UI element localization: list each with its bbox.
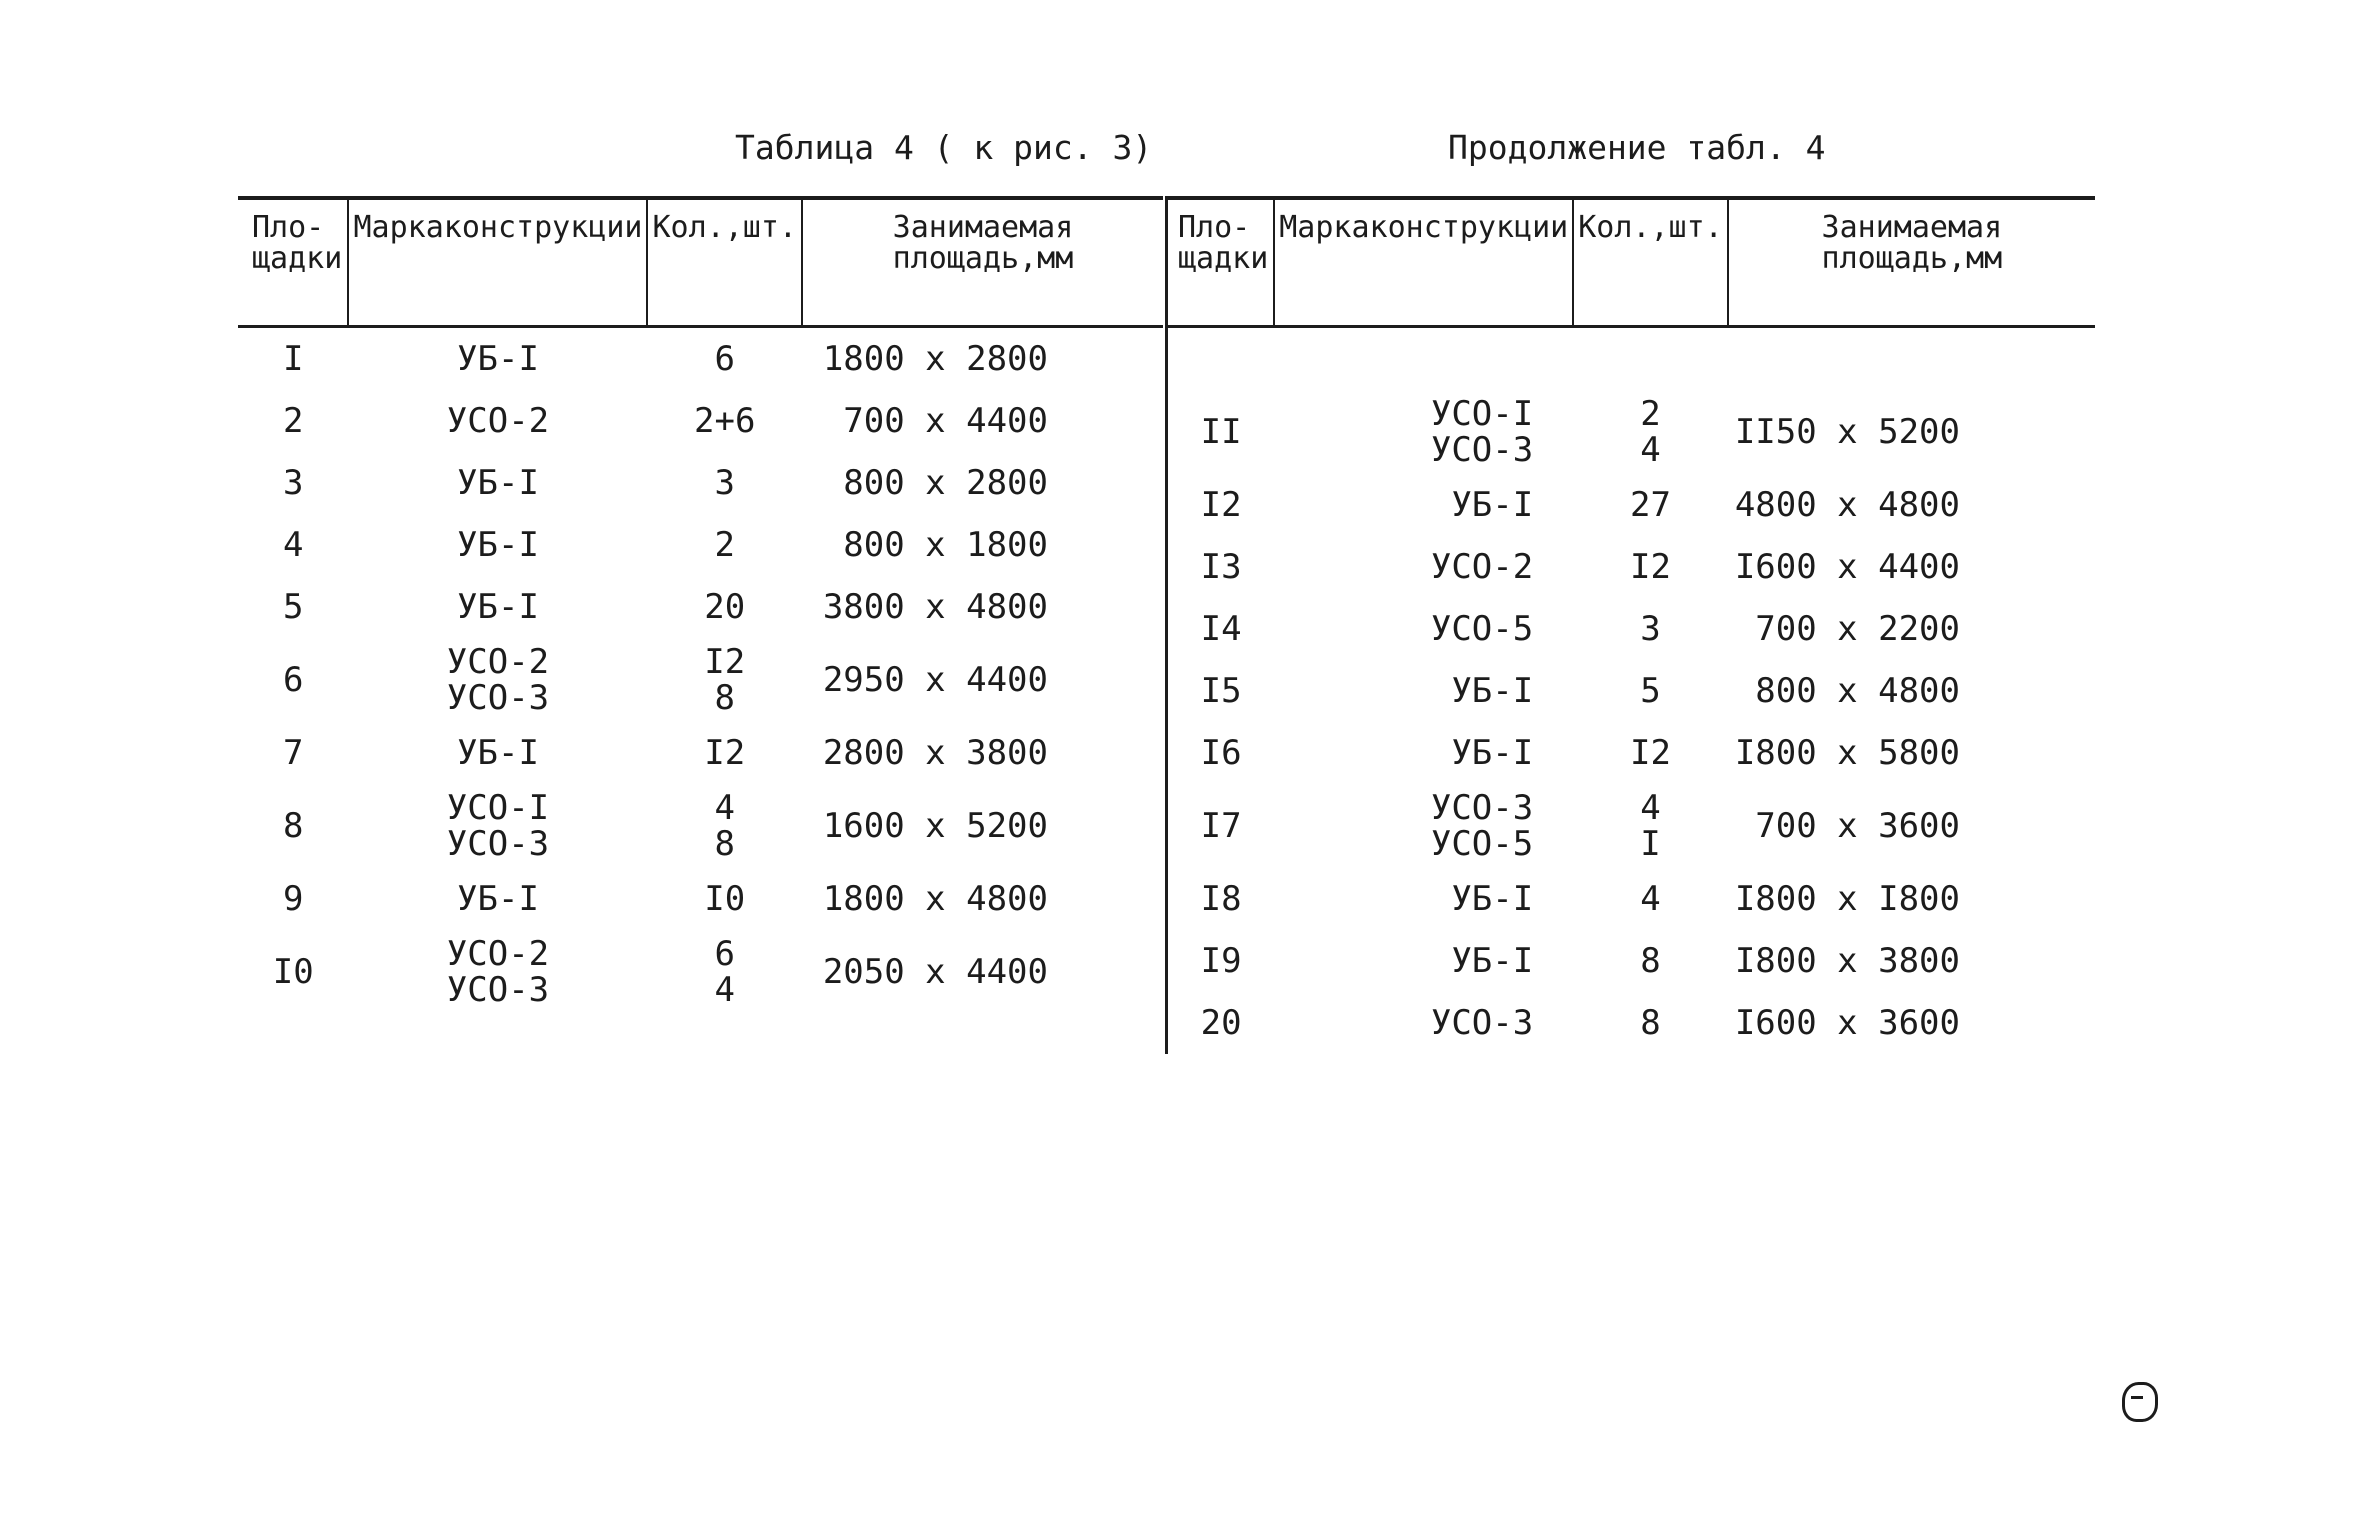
mark-cell [348, 722, 647, 784]
site-cell-text: I3 [1200, 547, 1242, 587]
qty-cell-text: 3 [1640, 609, 1661, 649]
site-cell [1167, 474, 1275, 536]
table-row [1167, 536, 2096, 598]
area-cell-text: 800 x 2800 [843, 463, 1048, 503]
area-cell [1728, 390, 2095, 474]
area-cell-text: 700 x 3600 [1755, 806, 1960, 846]
site-cell [1167, 660, 1275, 722]
qty-cell [647, 868, 802, 930]
qty-cell-text: 4 [1640, 430, 1661, 470]
table-header-row [1167, 198, 2096, 327]
mark-cell-text: УСО-3 [446, 970, 550, 1010]
qty-cell [647, 452, 802, 514]
area-cell-text: I800 x I800 [1734, 879, 1960, 919]
table-right [1165, 196, 2095, 1054]
mark-cell [1274, 536, 1573, 598]
area-cell [1728, 327, 2095, 391]
qty-cell-text: 5 [1640, 671, 1661, 711]
qty-cell-text: 3 [714, 463, 735, 503]
area-cell-text: 700 x 4400 [843, 401, 1048, 441]
mark-cell [348, 930, 647, 1014]
header-mark: Маркаконструкции [1274, 198, 1573, 327]
site-cell [238, 452, 348, 514]
qty-cell-text: 8 [714, 678, 735, 718]
site-cell-text: I2 [1200, 485, 1242, 525]
table-row [238, 514, 1163, 576]
table-row [238, 868, 1163, 930]
qty-cell-text: 4 [1640, 879, 1661, 919]
table-row [238, 930, 1163, 1014]
qty-cell-text: 8 [1640, 941, 1661, 981]
site-cell-text: 8 [283, 806, 304, 846]
mark-cell-text: УБ-I [457, 339, 539, 379]
site-cell-text: I7 [1200, 806, 1242, 846]
area-cell [1728, 930, 2095, 992]
site-cell-text: 2 [283, 401, 304, 441]
area-cell-text: I600 x 4400 [1734, 547, 1960, 587]
site-cell-text: I4 [1200, 609, 1242, 649]
mark-cell [348, 452, 647, 514]
site-cell [238, 784, 348, 868]
qty-cell-text: I2 [704, 642, 746, 682]
qty-cell [647, 390, 802, 452]
area-cell-text: I800 x 5800 [1734, 733, 1960, 773]
site-cell-text: I9 [1200, 941, 1242, 981]
site-cell-text: I0 [272, 952, 314, 992]
site-cell [1167, 327, 1275, 391]
qty-cell [1573, 992, 1728, 1054]
site-cell [238, 576, 348, 638]
area-cell [1728, 598, 2095, 660]
mark-cell-text: УБ-I [457, 525, 539, 565]
site-cell [1167, 390, 1275, 474]
mark-cell [1274, 474, 1573, 536]
page-number-mark [2122, 1382, 2158, 1422]
table-row [238, 327, 1163, 391]
site-cell [238, 722, 348, 784]
qty-cell [1573, 390, 1728, 474]
mark-cell-text: УСО-I [1430, 394, 1534, 434]
qty-cell-text: 27 [1629, 485, 1671, 525]
table-row [1167, 390, 2096, 474]
mark-cell [1274, 784, 1573, 868]
mark-cell-text: УСО-2 [446, 401, 550, 441]
site-cell-text: 7 [283, 733, 304, 773]
qty-cell [647, 576, 802, 638]
area-cell-text: II50 x 5200 [1734, 412, 1960, 452]
mark-cell [348, 327, 647, 391]
qty-cell-text: 8 [714, 824, 735, 864]
mark-cell [348, 784, 647, 868]
area-cell-text: 800 x 4800 [1755, 671, 1960, 711]
qty-cell [1573, 784, 1728, 868]
area-cell-text: 3800 x 4800 [822, 587, 1048, 627]
mark-cell [1274, 868, 1573, 930]
mark-cell-text: УСО-5 [1430, 609, 1534, 649]
table-row [238, 722, 1163, 784]
table-row [1167, 660, 2096, 722]
mark-cell-text: УБ-I [1451, 671, 1534, 711]
table-row [238, 390, 1163, 452]
area-cell [1728, 536, 2095, 598]
site-cell-text: 6 [283, 660, 304, 700]
mark-cell [1274, 327, 1573, 391]
mark-cell-text: УСО-3 [1430, 1003, 1534, 1043]
qty-cell [647, 722, 802, 784]
site-cell-text: 4 [283, 525, 304, 565]
qty-cell [647, 930, 802, 1014]
area-cell [1728, 868, 2095, 930]
header-area: Занимаемая площадь,мм [802, 198, 1163, 327]
area-cell [802, 514, 1163, 576]
mark-cell-text: УСО-3 [1430, 430, 1534, 470]
table-header-row [238, 198, 1163, 327]
area-cell-text: 4800 x 4800 [1734, 485, 1960, 525]
site-cell [1167, 536, 1275, 598]
qty-cell [647, 638, 802, 722]
area-cell-text: I600 x 3600 [1734, 1003, 1960, 1043]
qty-cell [1573, 536, 1728, 598]
qty-cell-text: I0 [704, 879, 746, 919]
qty-cell [1573, 868, 1728, 930]
area-cell [1728, 722, 2095, 784]
area-cell-text: 2800 x 3800 [822, 733, 1048, 773]
qty-cell-text: 4 [714, 788, 735, 828]
header-mark: Маркаконструкции [348, 198, 647, 327]
header-qty: Кол.,шт. [647, 198, 802, 327]
area-cell-text: 2050 x 4400 [822, 952, 1048, 992]
area-cell [802, 722, 1163, 784]
qty-cell-text: 4 [1640, 788, 1661, 828]
area-cell-text: I800 x 3800 [1734, 941, 1960, 981]
mark-cell [348, 868, 647, 930]
mark-cell-text: УБ-I [457, 733, 539, 773]
area-cell-text: 800 x 1800 [843, 525, 1048, 565]
mark-cell-text: УБ-I [1451, 879, 1534, 919]
area-cell [1728, 992, 2095, 1054]
qty-cell [1573, 722, 1728, 784]
area-cell-text: 1800 x 4800 [822, 879, 1048, 919]
area-cell [802, 930, 1163, 1014]
header-site: Пло-щадки [1167, 198, 1275, 327]
qty-cell [1573, 327, 1728, 391]
mark-cell-text: УБ-I [457, 463, 539, 503]
table-row [1167, 474, 2096, 536]
site-cell-text: 20 [1200, 1003, 1242, 1043]
table-row [1167, 930, 2096, 992]
qty-cell [647, 327, 802, 391]
table-row [1167, 327, 2096, 391]
site-cell [1167, 868, 1275, 930]
qty-cell [1573, 660, 1728, 722]
area-cell-text: 1600 x 5200 [822, 806, 1048, 846]
qty-cell-text: I [1640, 824, 1661, 864]
mark-cell [1274, 390, 1573, 474]
table-row [238, 784, 1163, 868]
header-site: Пло-щадки [238, 198, 348, 327]
mark-cell [1274, 598, 1573, 660]
qty-cell-text: I2 [704, 733, 746, 773]
table-row [1167, 598, 2096, 660]
site-cell-text: 3 [283, 463, 304, 503]
mark-cell [348, 390, 647, 452]
mark-cell [1274, 930, 1573, 992]
site-cell [238, 868, 348, 930]
area-cell [802, 390, 1163, 452]
site-cell-text: I5 [1200, 671, 1242, 711]
site-cell [238, 514, 348, 576]
mark-cell [1274, 992, 1573, 1054]
site-cell [238, 327, 348, 391]
table-left [238, 196, 1163, 1014]
mark-cell [348, 576, 647, 638]
mark-cell-text: УБ-I [1451, 941, 1534, 981]
header-area: Занимаемая площадь,мм [1728, 198, 2095, 327]
site-cell-text: I [283, 339, 304, 379]
table-row [238, 452, 1163, 514]
table-row [238, 638, 1163, 722]
mark-cell-text: УСО-I [446, 788, 550, 828]
site-cell-text: II [1200, 412, 1242, 452]
mark-cell [1274, 722, 1573, 784]
site-cell-text: I8 [1200, 879, 1242, 919]
site-cell [1167, 784, 1275, 868]
qty-cell-text: 8 [1640, 1003, 1661, 1043]
area-cell [1728, 474, 2095, 536]
area-cell [802, 784, 1163, 868]
qty-cell-text: 2 [1640, 394, 1661, 434]
qty-cell-text: 20 [704, 587, 746, 627]
area-cell [1728, 660, 2095, 722]
qty-cell-text: 2 [714, 525, 735, 565]
mark-cell-text: УСО-3 [446, 824, 550, 864]
mark-cell [1274, 660, 1573, 722]
qty-cell-text: 4 [714, 970, 735, 1010]
site-cell [238, 390, 348, 452]
area-cell [802, 868, 1163, 930]
qty-cell-text: 6 [714, 934, 735, 974]
site-cell [1167, 930, 1275, 992]
table-row [1167, 868, 2096, 930]
qty-cell [1573, 474, 1728, 536]
table-row [1167, 722, 2096, 784]
mark-cell-text: УБ-I [457, 879, 539, 919]
table-continuation-caption: Продолжение табл. 4 [1448, 128, 1826, 167]
site-cell-text: 5 [283, 587, 304, 627]
table-row [1167, 992, 2096, 1054]
qty-cell [647, 784, 802, 868]
mark-cell-text: УБ-I [1451, 485, 1534, 525]
area-cell [802, 327, 1163, 391]
site-cell [1167, 992, 1275, 1054]
mark-cell-text: УСО-3 [446, 678, 550, 718]
site-cell [238, 638, 348, 722]
area-cell [802, 452, 1163, 514]
area-cell-text: 2950 x 4400 [822, 660, 1048, 700]
mark-cell-text: УБ-I [1451, 733, 1534, 773]
site-cell-text: I6 [1200, 733, 1242, 773]
qty-cell-text: 6 [714, 339, 735, 379]
table-row [1167, 784, 2096, 868]
area-cell [802, 576, 1163, 638]
qty-cell [1573, 598, 1728, 660]
qty-cell-text: 2+6 [694, 401, 756, 441]
mark-cell-text: УСО-2 [446, 642, 550, 682]
area-cell-text: 700 x 2200 [1755, 609, 1960, 649]
qty-cell [1573, 930, 1728, 992]
table-row [238, 576, 1163, 638]
mark-cell [348, 514, 647, 576]
site-cell [1167, 598, 1275, 660]
mark-cell [348, 638, 647, 722]
mark-cell-text: УСО-3 [1430, 788, 1534, 828]
mark-cell-text: УСО-2 [1430, 547, 1534, 587]
header-qty: Кол.,шт. [1573, 198, 1728, 327]
mark-cell-text: УСО-2 [446, 934, 550, 974]
site-cell-text: 9 [283, 879, 304, 919]
area-cell [1728, 784, 2095, 868]
qty-cell-text: I2 [1629, 733, 1671, 773]
qty-cell [647, 514, 802, 576]
mark-cell-text: УБ-I [457, 587, 539, 627]
site-cell [1167, 722, 1275, 784]
site-cell [238, 930, 348, 1014]
table-caption: Таблица 4 ( к рис. 3) [735, 128, 1153, 167]
mark-cell-text: УСО-5 [1430, 824, 1534, 864]
area-cell-text: 1800 x 2800 [822, 339, 1048, 379]
qty-cell-text: I2 [1629, 547, 1671, 587]
area-cell [802, 638, 1163, 722]
